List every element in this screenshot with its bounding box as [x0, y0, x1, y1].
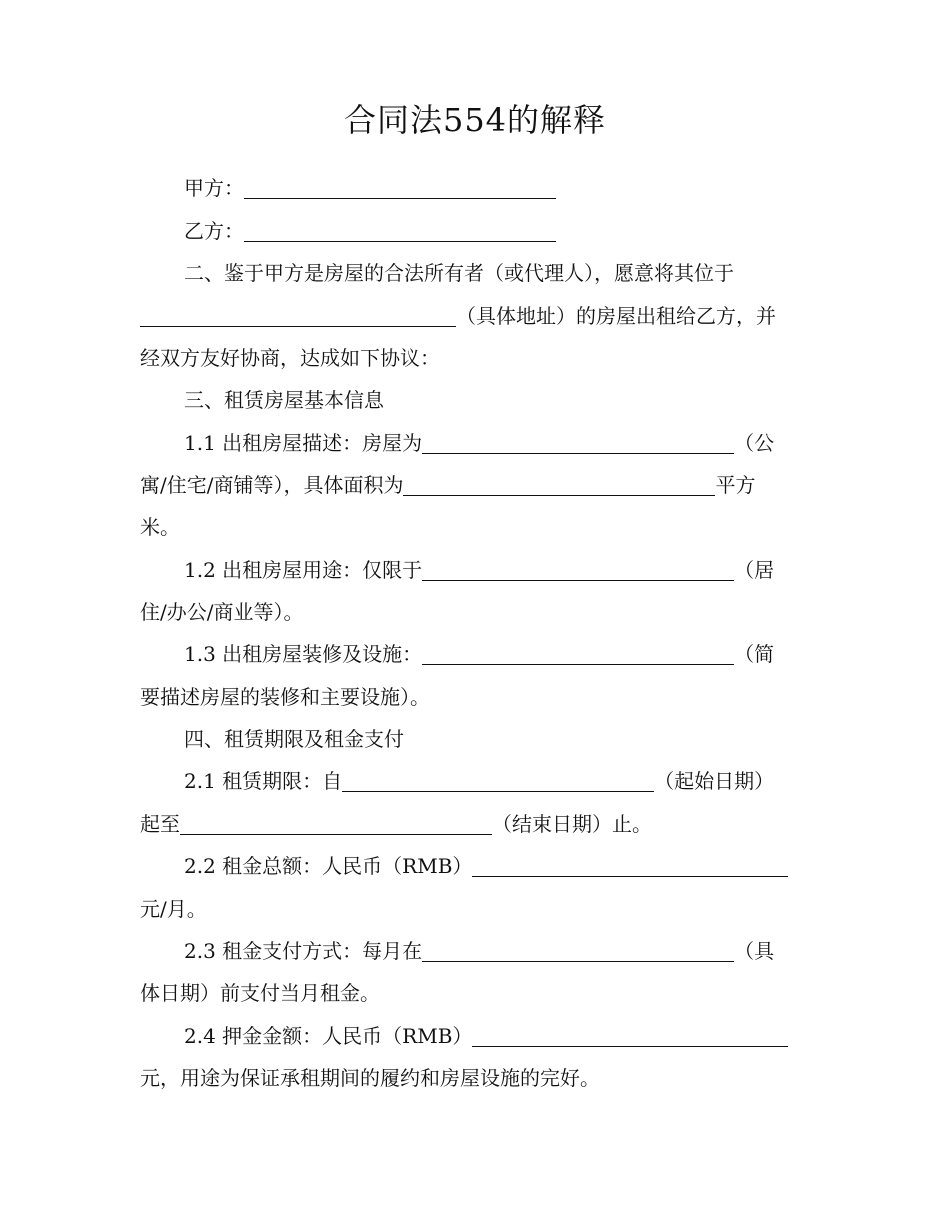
- item-1-1-line2-before: 寓/住宅/商铺等），具体面积为: [140, 473, 404, 497]
- party-a-line: [184, 173, 820, 203]
- item-1-3-line1: [184, 639, 820, 669]
- page-title: 合同法554的解释: [343, 101, 607, 139]
- party-a-label: 甲方：: [184, 176, 244, 200]
- item-1-1-before: 1.1 出租房屋描述：房屋为: [184, 431, 423, 455]
- section2-line3: 经双方友好协商，达成如下协议：: [140, 346, 440, 370]
- house-type-blank: [422, 435, 734, 454]
- usage-blank: [422, 562, 734, 581]
- deposit-amount-blank: [472, 1028, 788, 1047]
- item-2-2-line2: 元/月。: [140, 897, 207, 921]
- item-2-4-before: 2.4 押金金额：人民币（RMB）: [184, 1024, 473, 1048]
- item-1-2-line1: [184, 555, 820, 585]
- item-1-2-line2: 住/办公/商业等）。: [140, 600, 304, 624]
- item-1-3-line2: 要描述房屋的装修和主要设施）。: [140, 685, 430, 709]
- party-b-label: 乙方：: [184, 219, 244, 243]
- item-1-2-after: （居: [734, 558, 775, 582]
- start-date-blank: [342, 773, 654, 792]
- item-2-3-before: 2.3 租金支付方式：每月在: [184, 939, 423, 963]
- party-a-blank: [244, 180, 556, 199]
- section3-heading: 三、租赁房屋基本信息: [184, 388, 384, 412]
- area-blank: [403, 477, 715, 496]
- item-1-1-line1: [184, 428, 820, 458]
- item-2-2-line1: [184, 851, 820, 881]
- item-1-1-line3: 米。: [140, 515, 180, 539]
- item-2-2-before: 2.2 租金总额：人民币（RMB）: [184, 854, 473, 878]
- section4-heading: 四、租赁期限及租金支付: [184, 727, 404, 751]
- item-2-1-line2-before: 起至: [140, 812, 180, 836]
- item-2-1-line1: [184, 766, 820, 796]
- payment-date-blank: [422, 943, 734, 962]
- item-2-4-line1: [184, 1021, 820, 1051]
- item-2-1-before: 2.1 租赁期限：自: [184, 769, 343, 793]
- item-2-3-after: （具: [734, 939, 775, 963]
- item-1-3-after: （简: [734, 642, 775, 666]
- item-1-2-before: 1.2 出租房屋用途：仅限于: [184, 558, 423, 582]
- item-1-1-line2-after: 平方: [715, 473, 756, 497]
- party-b-line: [184, 216, 820, 246]
- item-2-4-line2: 元，用途为保证承租期间的履约和房屋设施的完好。: [140, 1066, 600, 1090]
- item-1-3-before: 1.3 出租房屋装修及设施：: [184, 642, 423, 666]
- section2-address-suffix: （具体地址）的房屋出租给乙方，并: [456, 304, 776, 328]
- end-date-blank: [180, 816, 492, 835]
- item-2-1-line2-after: （结束日期）止。: [492, 812, 652, 836]
- section2-line2: [140, 301, 820, 331]
- party-b-blank: [244, 223, 556, 242]
- item-2-1-after: （起始日期）: [654, 769, 775, 793]
- item-1-1-after: （公: [734, 431, 775, 455]
- rent-amount-blank: [472, 858, 788, 877]
- item-2-1-line2: [140, 809, 820, 839]
- item-1-1-line2: [140, 470, 820, 500]
- section2-line1: 二、鉴于甲方是房屋的合法所有者（或代理人），愿意将其位于: [184, 261, 734, 285]
- item-2-3-line1: [184, 936, 820, 966]
- address-blank: [140, 308, 456, 327]
- decoration-blank: [422, 646, 734, 665]
- item-2-3-line2: 体日期）前支付当月租金。: [140, 981, 380, 1005]
